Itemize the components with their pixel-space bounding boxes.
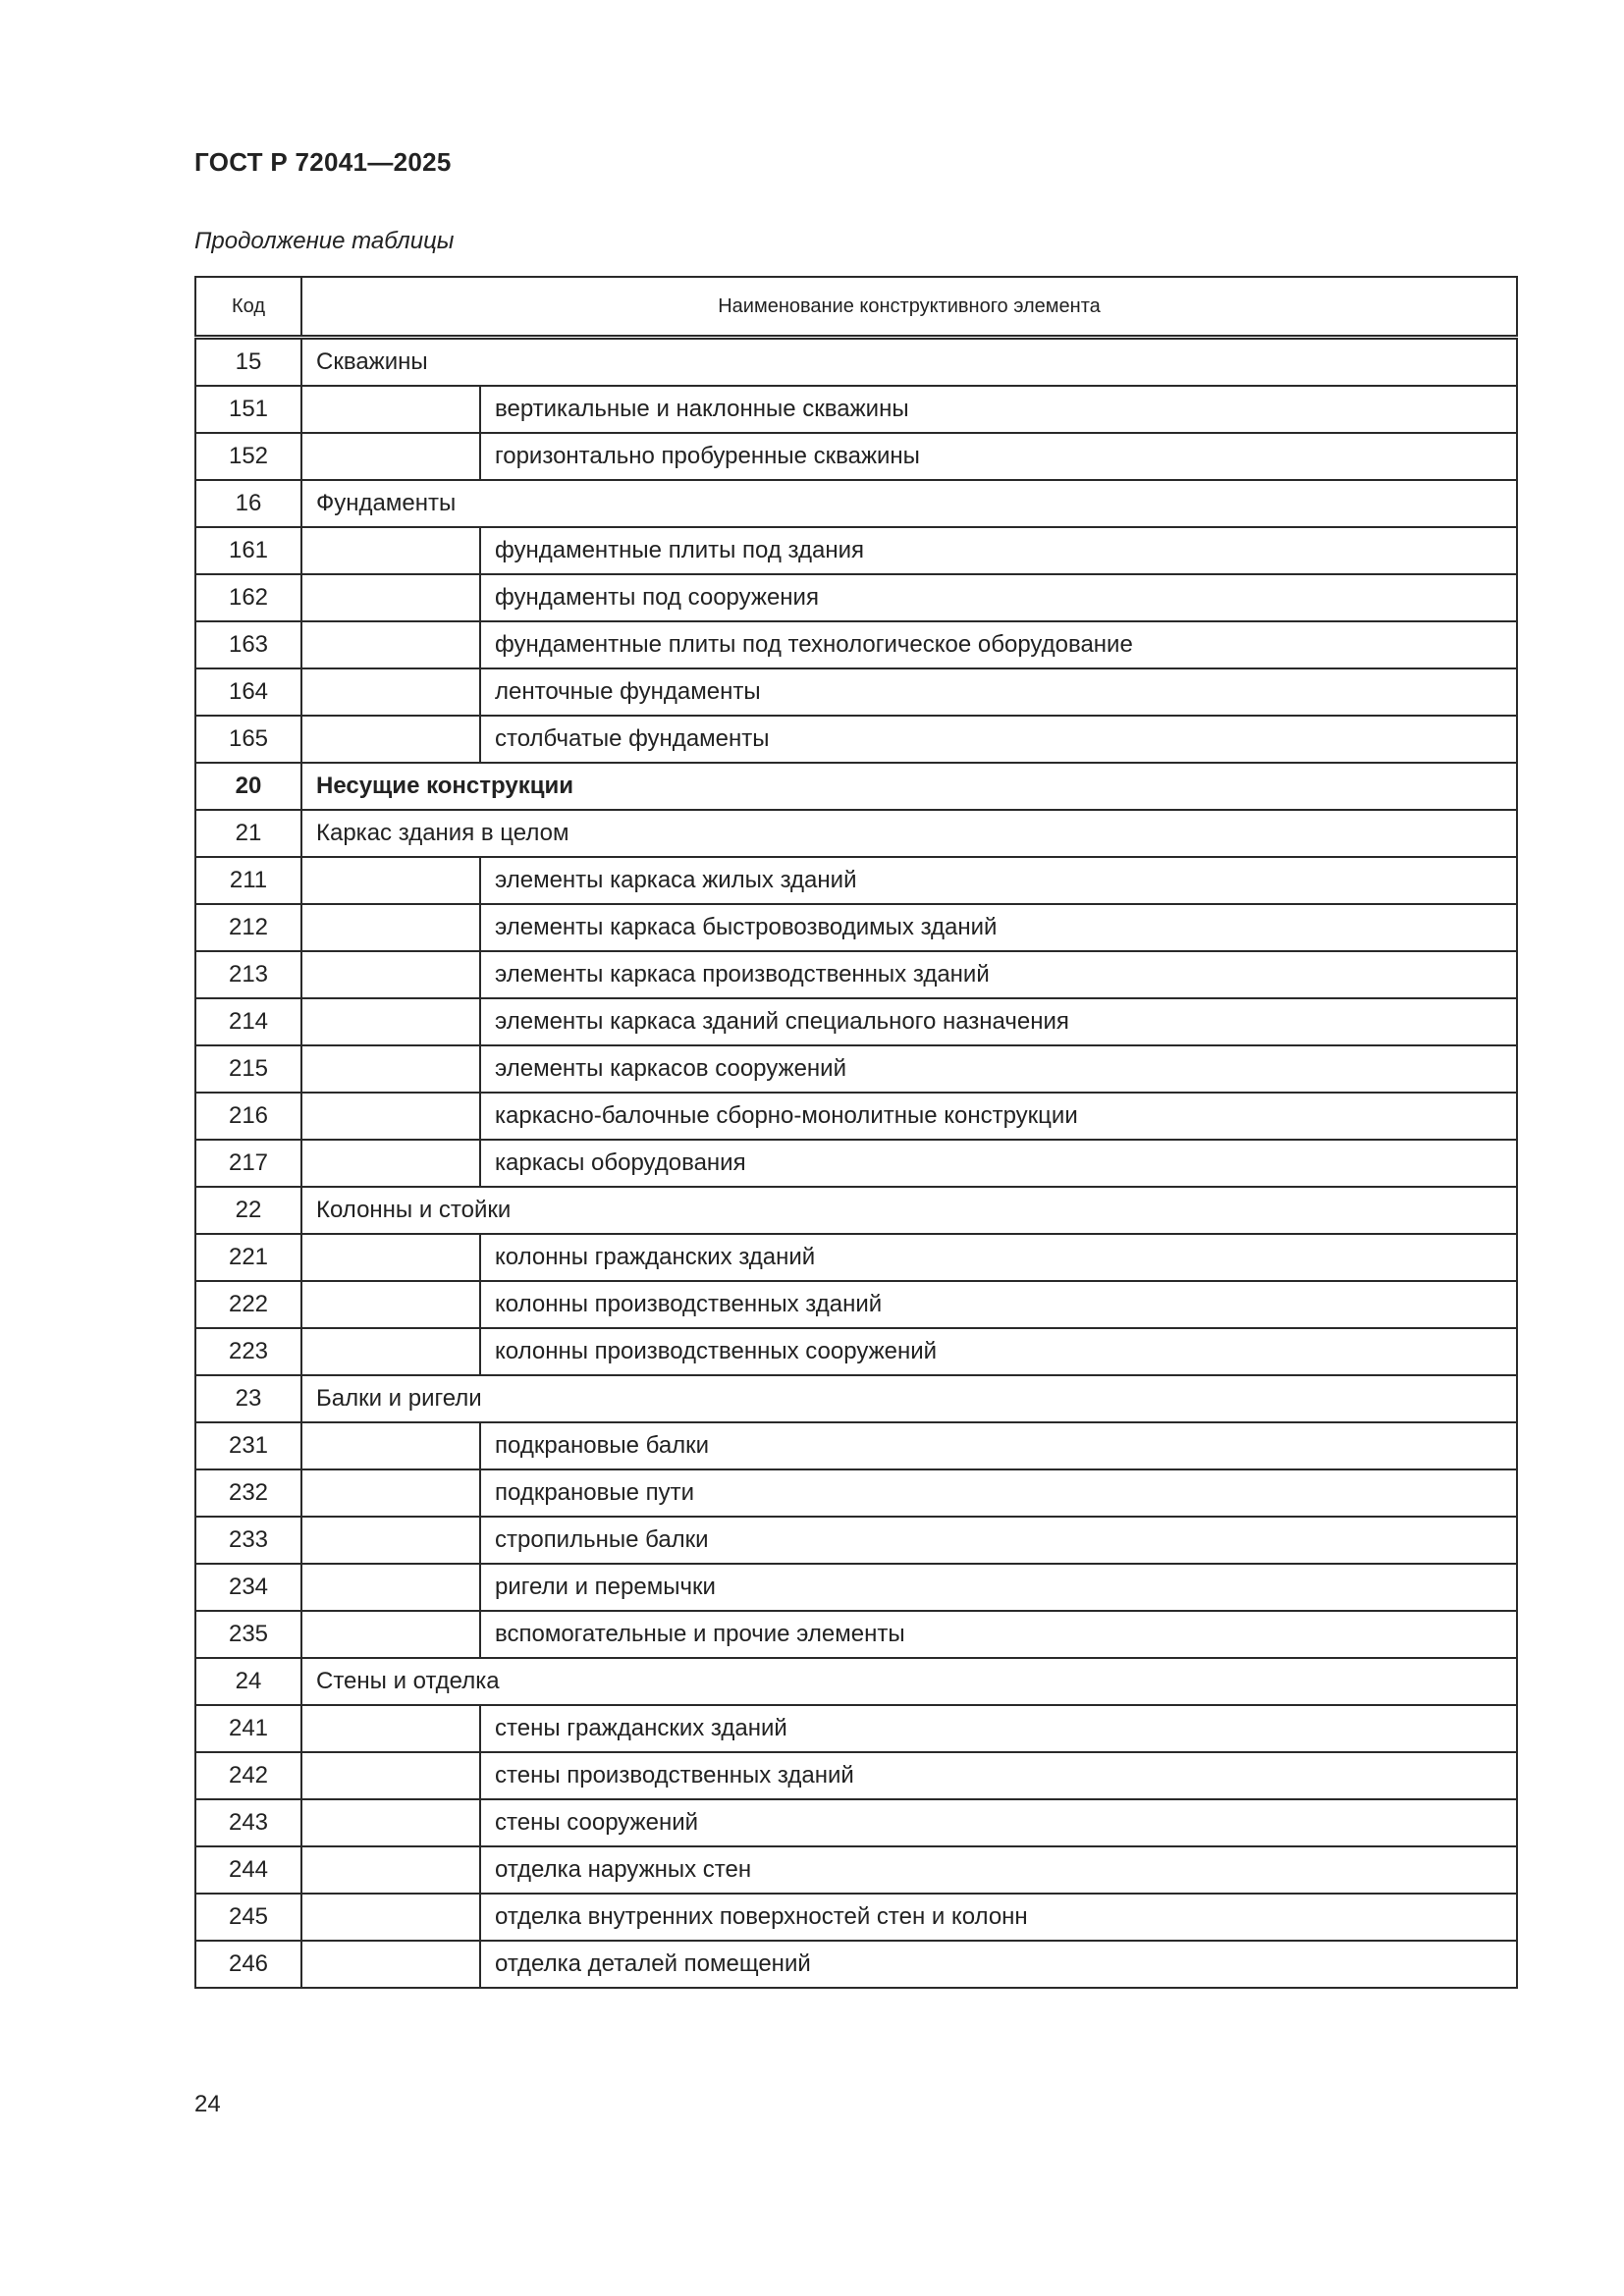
row-indent-cell xyxy=(301,1093,480,1140)
row-name: фундаменты под сооружения xyxy=(480,574,1517,621)
row-indent-cell xyxy=(301,951,480,998)
row-code: 152 xyxy=(195,433,301,480)
table-row xyxy=(195,1281,1517,1328)
row-name: колонны производственных зданий xyxy=(480,1281,1517,1328)
row-name: отделка наружных стен xyxy=(480,1846,1517,1894)
row-indent-cell xyxy=(301,1611,480,1658)
row-code: 16 xyxy=(195,480,301,527)
table-row xyxy=(195,810,1517,857)
table-row xyxy=(195,1140,1517,1187)
row-name: стропильные балки xyxy=(480,1517,1517,1564)
row-code: 213 xyxy=(195,951,301,998)
table-row xyxy=(195,904,1517,951)
row-code: 235 xyxy=(195,1611,301,1658)
row-code: 22 xyxy=(195,1187,301,1234)
row-code: 214 xyxy=(195,998,301,1045)
table-row xyxy=(195,1799,1517,1846)
column-header-code: Код xyxy=(195,277,301,338)
row-indent-cell xyxy=(301,433,480,480)
table-row xyxy=(195,1517,1517,1564)
table-body xyxy=(195,338,1517,1989)
table-continuation-label: Продолжение таблицы xyxy=(194,228,455,254)
row-indent-cell xyxy=(301,1234,480,1281)
row-name: отделка внутренних поверхностей стен и колонн xyxy=(480,1894,1517,1941)
row-code: 164 xyxy=(195,668,301,716)
row-indent-cell xyxy=(301,1846,480,1894)
row-indent-cell xyxy=(301,386,480,433)
row-code: 221 xyxy=(195,1234,301,1281)
table-row xyxy=(195,1469,1517,1517)
group-title: Балки и ригели xyxy=(301,1375,1517,1422)
table-row xyxy=(195,1187,1517,1234)
row-indent-cell xyxy=(301,1705,480,1752)
row-code: 244 xyxy=(195,1846,301,1894)
row-name: отделка деталей помещений xyxy=(480,1941,1517,1988)
construction-elements-table xyxy=(194,276,1518,1989)
section-title: Несущие конструкции xyxy=(301,763,1517,810)
table-row xyxy=(195,433,1517,480)
table-row xyxy=(195,763,1517,810)
row-name: вертикальные и наклонные скважины xyxy=(480,386,1517,433)
row-indent-cell xyxy=(301,574,480,621)
row-code: 234 xyxy=(195,1564,301,1611)
row-code: 161 xyxy=(195,527,301,574)
row-indent-cell xyxy=(301,1281,480,1328)
table-row xyxy=(195,1564,1517,1611)
table-row xyxy=(195,1093,1517,1140)
group-title: Фундаменты xyxy=(301,480,1517,527)
row-indent-cell xyxy=(301,1045,480,1093)
table-row xyxy=(195,1611,1517,1658)
row-name: подкрановые балки xyxy=(480,1422,1517,1469)
row-code: 246 xyxy=(195,1941,301,1988)
row-code: 217 xyxy=(195,1140,301,1187)
row-name: подкрановые пути xyxy=(480,1469,1517,1517)
row-indent-cell xyxy=(301,857,480,904)
row-indent-cell xyxy=(301,1517,480,1564)
row-code: 20 xyxy=(195,763,301,810)
row-code: 243 xyxy=(195,1799,301,1846)
row-indent-cell xyxy=(301,904,480,951)
row-name: элементы каркаса жилых зданий xyxy=(480,857,1517,904)
row-indent-cell xyxy=(301,1422,480,1469)
table-row xyxy=(195,1328,1517,1375)
table-row xyxy=(195,386,1517,433)
table-row xyxy=(195,1894,1517,1941)
row-name: ригели и перемычки xyxy=(480,1564,1517,1611)
row-name: колонны гражданских зданий xyxy=(480,1234,1517,1281)
table-row xyxy=(195,1045,1517,1093)
row-name: стены сооружений xyxy=(480,1799,1517,1846)
table-row xyxy=(195,338,1517,387)
group-title: Колонны и стойки xyxy=(301,1187,1517,1234)
row-name: столбчатые фундаменты xyxy=(480,716,1517,763)
table-row xyxy=(195,1846,1517,1894)
column-header-name: Наименование конструктивного элемента xyxy=(301,277,1517,338)
row-name: элементы каркаса зданий специального назначения xyxy=(480,998,1517,1045)
row-indent-cell xyxy=(301,527,480,574)
group-title: Каркас здания в целом xyxy=(301,810,1517,857)
row-code: 233 xyxy=(195,1517,301,1564)
table-row xyxy=(195,1375,1517,1422)
row-code: 216 xyxy=(195,1093,301,1140)
row-indent-cell xyxy=(301,621,480,668)
row-name: вспомогательные и прочие элементы xyxy=(480,1611,1517,1658)
table-row xyxy=(195,1234,1517,1281)
table-row xyxy=(195,1752,1517,1799)
row-code: 151 xyxy=(195,386,301,433)
table-row xyxy=(195,716,1517,763)
table-row xyxy=(195,1422,1517,1469)
group-title: Скважины xyxy=(301,338,1517,387)
table-row xyxy=(195,480,1517,527)
row-name: каркасы оборудования xyxy=(480,1140,1517,1187)
row-name: ленточные фундаменты xyxy=(480,668,1517,716)
row-name: элементы каркасов сооружений xyxy=(480,1045,1517,1093)
row-code: 162 xyxy=(195,574,301,621)
table-row xyxy=(195,998,1517,1045)
row-code: 23 xyxy=(195,1375,301,1422)
table-row xyxy=(195,574,1517,621)
row-indent-cell xyxy=(301,1469,480,1517)
row-indent-cell xyxy=(301,1564,480,1611)
table-row xyxy=(195,527,1517,574)
table-row xyxy=(195,951,1517,998)
page-number: 24 xyxy=(194,2091,221,2117)
row-name: элементы каркаса быстровозводимых зданий xyxy=(480,904,1517,951)
row-code: 223 xyxy=(195,1328,301,1375)
row-code: 215 xyxy=(195,1045,301,1093)
row-code: 21 xyxy=(195,810,301,857)
row-code: 165 xyxy=(195,716,301,763)
row-indent-cell xyxy=(301,1328,480,1375)
row-indent-cell xyxy=(301,1894,480,1941)
row-indent-cell xyxy=(301,998,480,1045)
table-row xyxy=(195,1658,1517,1705)
row-indent-cell xyxy=(301,1941,480,1988)
row-name: стены производственных зданий xyxy=(480,1752,1517,1799)
table-row xyxy=(195,621,1517,668)
row-name: колонны производственных сооружений xyxy=(480,1328,1517,1375)
row-name: горизонтально пробуренные скважины xyxy=(480,433,1517,480)
group-title: Стены и отделка xyxy=(301,1658,1517,1705)
row-name: элементы каркаса производственных зданий xyxy=(480,951,1517,998)
row-name: фундаментные плиты под технологическое оборудование xyxy=(480,621,1517,668)
row-indent-cell xyxy=(301,716,480,763)
row-code: 242 xyxy=(195,1752,301,1799)
row-code: 163 xyxy=(195,621,301,668)
table-row xyxy=(195,668,1517,716)
table-header-row xyxy=(195,277,1517,338)
row-indent-cell xyxy=(301,668,480,716)
table-row xyxy=(195,857,1517,904)
document-header: ГОСТ Р 72041—2025 xyxy=(194,147,452,177)
row-code: 15 xyxy=(195,338,301,387)
row-code: 232 xyxy=(195,1469,301,1517)
table-row xyxy=(195,1705,1517,1752)
row-code: 231 xyxy=(195,1422,301,1469)
row-code: 245 xyxy=(195,1894,301,1941)
row-name: стены гражданских зданий xyxy=(480,1705,1517,1752)
row-indent-cell xyxy=(301,1140,480,1187)
row-code: 241 xyxy=(195,1705,301,1752)
row-code: 212 xyxy=(195,904,301,951)
row-indent-cell xyxy=(301,1799,480,1846)
row-code: 211 xyxy=(195,857,301,904)
row-code: 24 xyxy=(195,1658,301,1705)
row-name: каркасно-балочные сборно-монолитные конструкции xyxy=(480,1093,1517,1140)
table-row xyxy=(195,1941,1517,1988)
row-name: фундаментные плиты под здания xyxy=(480,527,1517,574)
row-code: 222 xyxy=(195,1281,301,1328)
row-indent-cell xyxy=(301,1752,480,1799)
